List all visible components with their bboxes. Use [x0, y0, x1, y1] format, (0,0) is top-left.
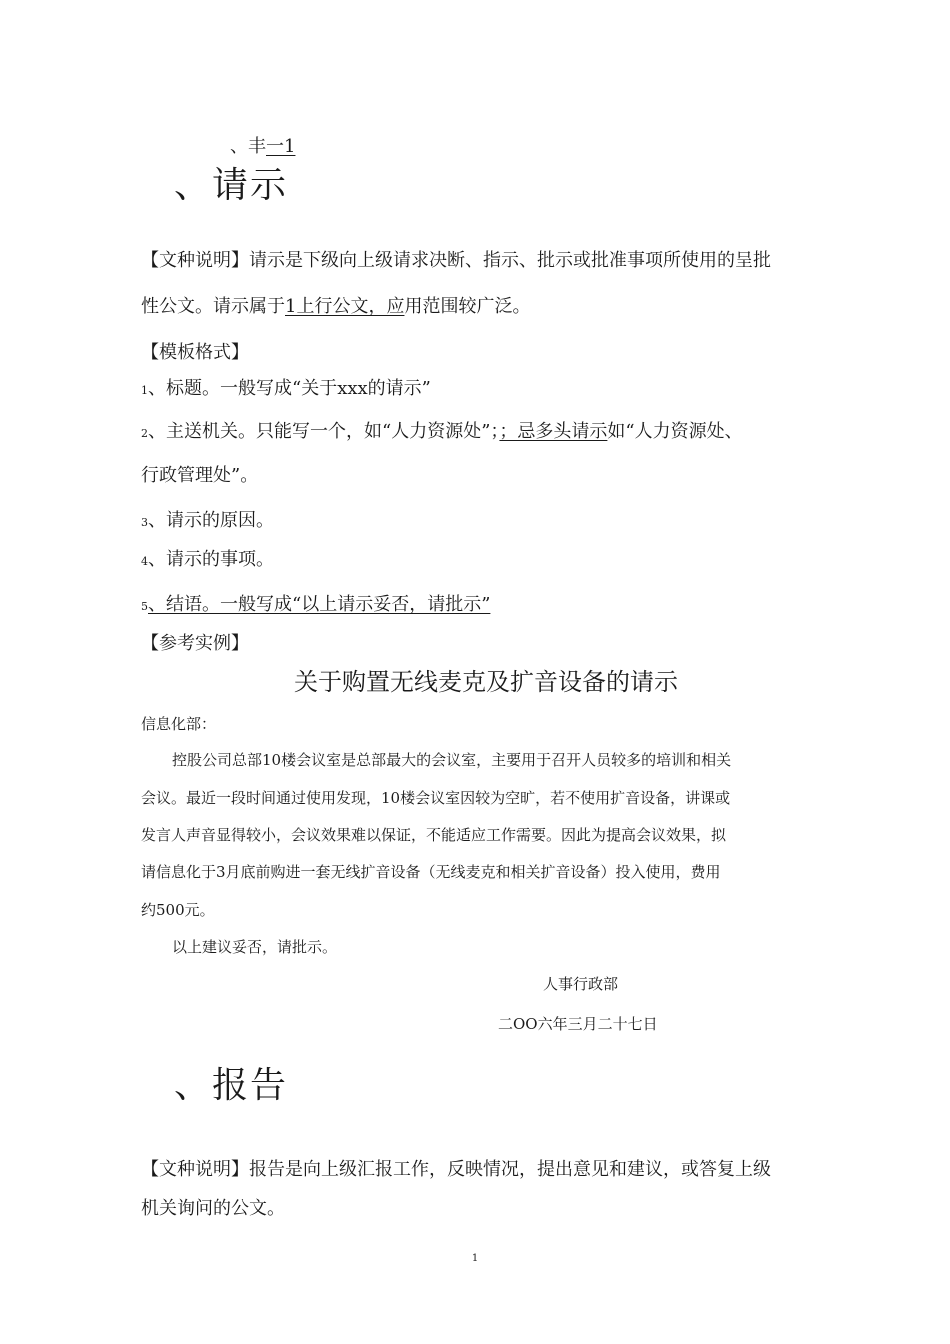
list-item: 1、标题。一般写成“关于xxx的请示”: [141, 378, 431, 399]
list-item-continuation: 行政管理处”。: [141, 465, 259, 486]
report-desc-line-2: 机关询问的公文。: [141, 1198, 285, 1219]
report-desc-line-1: 【文种说明】报告是向上级汇报工作，反映情况，提出意见和建议，或答复上级: [141, 1159, 771, 1180]
example-body-line: 会议。最近一段时间通过使用发现，10楼会议室因较为空旷，若不使用扩音设备，讲课或: [141, 789, 731, 807]
example-body-line: 发言人声音显得较小，会议效果难以保证，不能适应工作需要。因此为提高会议效果，拟: [141, 826, 727, 844]
example-heading: 【参考实例】: [141, 633, 249, 654]
example-body-line: 请信息化于3月底前购进一套无线扩音设备（无线麦克和相关扩音设备）投入使用，费用: [141, 863, 721, 881]
example-sender: 人事行政部: [543, 975, 619, 993]
fragment-underlined: 一1: [266, 136, 296, 157]
list-item: 2、主送机关。只能写一个，如“人力资源处”；；忌多头请示如“人力资源处、: [141, 421, 743, 442]
page-number: 1: [471, 1253, 479, 1264]
desc-line-2: 性公文。请示属于1上行公文，应用范围较广泛。: [141, 296, 531, 317]
example-date: 二OO六年三月二十七日: [498, 1015, 658, 1033]
list-item: 5、结语。一般写成“以上请示妥否，请批示”: [141, 594, 491, 615]
example-body-line: 控股公司总部10楼会议室是总部最大的会议室，主要用于召开人员较多的培训和相关: [172, 751, 732, 769]
section-heading-request: 、请示: [174, 165, 289, 206]
example-body-line: 约500元。: [141, 901, 215, 919]
example-closing: 以上建议妥否，请批示。: [172, 938, 338, 956]
example-title: 关于购置无线麦克及扩音设备的请示: [294, 668, 678, 696]
list-item: 3、请示的原因。: [141, 510, 274, 531]
list-item: 4、请示的事项。: [141, 549, 274, 570]
template-heading: 【模板格式】: [141, 342, 249, 363]
desc-line-1: 【文种说明】请示是下级向上级请求决断、指示、批示或批准事项所使用的呈批: [141, 250, 771, 271]
section-heading-report: 、报告: [174, 1065, 289, 1106]
fragment-prefix: 、丰: [230, 136, 266, 157]
header-fragment: [230, 132, 295, 158]
example-recipient: 信息化部：: [141, 715, 217, 733]
